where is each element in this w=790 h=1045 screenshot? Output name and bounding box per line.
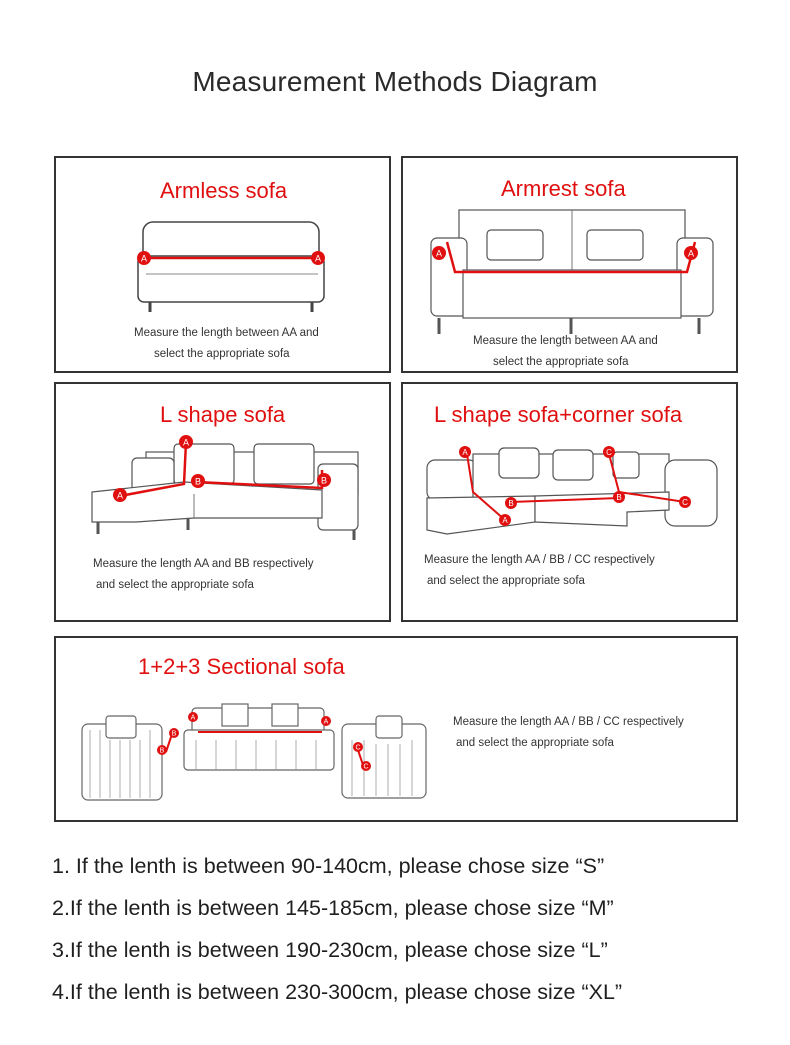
svg-text:B: B xyxy=(616,493,622,502)
panel-l-shape-corner-sofa xyxy=(401,382,738,622)
size-rule-xl: 4.If the lenth is between 230-300cm, please chose size “XL” xyxy=(52,980,623,1004)
point-c-marker xyxy=(679,496,691,508)
svg-text:A: A xyxy=(435,248,443,259)
panel-caption: Measure the length AA / BB / CC respectively and select the appropriate sofa xyxy=(453,716,684,749)
point-c-marker xyxy=(603,446,615,458)
svg-text:B: B xyxy=(194,476,202,487)
panel-title: 1+2+3 Sectional sofa xyxy=(138,654,345,679)
armless-sofa-illustration xyxy=(126,214,346,314)
point-a-marker xyxy=(188,712,198,722)
panel-caption: Measure the length between AA and select the appropriate sofa xyxy=(473,335,658,368)
svg-text:B: B xyxy=(508,499,514,508)
panel-l-shape-sofa xyxy=(54,382,391,622)
point-a-marker xyxy=(179,435,193,449)
panel-sectional-sofa xyxy=(54,636,738,822)
point-a-marker xyxy=(321,716,331,726)
panel-armless-sofa xyxy=(54,156,391,373)
panel-title: Armless sofa xyxy=(160,178,288,203)
svg-text:A: A xyxy=(190,714,196,722)
point-c-marker xyxy=(361,761,371,771)
l-shape-sofa-illustration xyxy=(84,434,374,544)
svg-text:B: B xyxy=(159,747,165,755)
panel-title: L shape sofa+corner sofa xyxy=(434,402,683,427)
point-c-marker xyxy=(353,742,363,752)
panel-caption: Measure the length AA / BB / CC respectively and select the appropriate sofa xyxy=(424,554,655,587)
point-b-marker xyxy=(191,474,205,488)
svg-text:A: A xyxy=(314,253,322,264)
point-b-marker xyxy=(505,497,517,509)
size-rule-m: 2.If the lenth is between 145-185cm, please chose size “M” xyxy=(52,896,614,920)
point-b-marker xyxy=(317,473,331,487)
svg-text:A: A xyxy=(182,437,190,448)
panel-title: Armrest sofa xyxy=(501,176,626,201)
point-a-marker xyxy=(113,488,127,502)
svg-text:A: A xyxy=(116,490,124,501)
svg-text:A: A xyxy=(462,448,468,457)
size-rule-l: 3.If the lenth is between 190-230cm, please chose size “L” xyxy=(52,938,608,962)
panel-caption: Measure the length AA and BB respectively and select the appropriate sofa xyxy=(93,558,314,591)
svg-text:C: C xyxy=(682,498,688,507)
svg-text:A: A xyxy=(323,718,329,726)
svg-text:A: A xyxy=(687,248,695,259)
svg-text:C: C xyxy=(363,763,369,771)
svg-text:B: B xyxy=(171,730,177,738)
l-corner-sofa-illustration xyxy=(417,440,727,540)
point-a-marker xyxy=(432,246,446,260)
size-rule-s: 1. If the lenth is between 90-140cm, please chose size “S” xyxy=(52,854,605,878)
point-b-marker xyxy=(613,491,625,503)
svg-text:A: A xyxy=(502,516,508,525)
point-b-marker xyxy=(169,728,179,738)
svg-text:B: B xyxy=(320,475,328,486)
armrest-sofa-illustration xyxy=(425,208,715,338)
sectional-sofa-illustration xyxy=(76,700,436,810)
point-b-marker xyxy=(157,745,167,755)
svg-text:A: A xyxy=(140,253,148,264)
panel-caption: Measure the length between AA and select the appropriate sofa xyxy=(134,327,319,360)
panel-armrest-sofa xyxy=(401,156,738,373)
panel-title: L shape sofa xyxy=(160,402,286,427)
page-title: Measurement Methods Diagram xyxy=(192,66,598,97)
svg-text:C: C xyxy=(606,448,612,457)
point-a-marker xyxy=(459,446,471,458)
point-a-marker xyxy=(684,246,698,260)
svg-text:C: C xyxy=(355,744,361,752)
point-a-marker xyxy=(311,251,325,265)
point-a-marker xyxy=(137,251,151,265)
point-a-marker xyxy=(499,514,511,526)
